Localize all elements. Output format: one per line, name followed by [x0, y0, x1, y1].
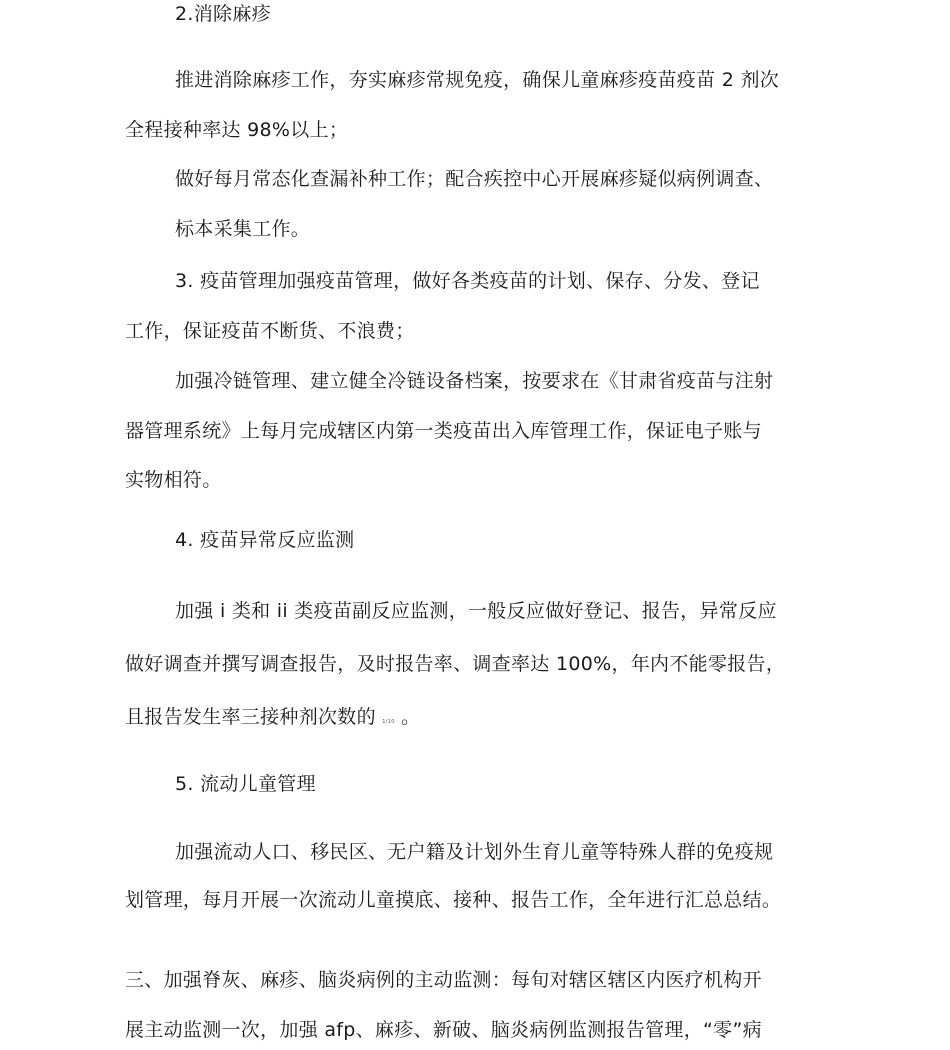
paragraph-line: 3. 疫苗管理加强疫苗管理，做好各类疫苗的计划、保存、分发、登记: [175, 270, 760, 292]
paragraph-line: 推进消除麻疹工作，夯实麻疹常规免疫，确保儿童麻疹疫苗疫苗 2 剂次: [175, 69, 780, 91]
section-heading-4: 4. 疫苗异常反应监测: [175, 529, 355, 551]
paragraph-line: 标本采集工作。: [175, 218, 311, 240]
paragraph-line: 做好调查并撰写调查报告，及时报告率、调查率达 100%，年内不能零报告，: [125, 653, 786, 675]
paragraph-line: 工作，保证疫苗不断货、不浪费；: [125, 320, 415, 342]
paragraph-text: 。: [401, 706, 421, 728]
paragraph-line: 加强 i 类和 ii 类疫苗副反应监测，一般反应做好登记、报告，异常反应: [175, 600, 777, 622]
paragraph-line: [125, 704, 420, 735]
paragraph-line: 器管理系统》上每月完成辖区内第一类疫苗出入库管理工作，保证电子账与: [125, 420, 762, 442]
section-heading-2: 2.消除麻疹: [175, 3, 271, 25]
tiny-fraction: 1/10: [382, 719, 395, 725]
paragraph-line: 三、加强脊灰、麻疹、脑炎病例的主动监测：每旬对辖区辖区内医疗机构开: [125, 969, 762, 991]
paragraph-line: 划管理，每月开展一次流动儿童摸底、接种、报告工作，全年进行汇总总结。: [125, 889, 782, 911]
paragraph-line: 加强冷链管理、建立健全冷链设备档案，按要求在《甘肃省疫苗与注射: [175, 370, 774, 392]
paragraph-line: 实物相符。: [125, 469, 222, 491]
paragraph-line: 做好每月常态化查漏补种工作；配合疾控中心开展麻疹疑似病例调查、: [175, 168, 774, 190]
paragraph-line: 加强流动人口、移民区、无户籍及计划外生育儿童等特殊人群的免疫规: [175, 841, 774, 863]
paragraph-line: 全程接种率达 98%以上；: [125, 119, 349, 141]
paragraph-text: 且报告发生率三接种剂次数的: [125, 706, 376, 728]
paragraph-line: 展主动监测一次，加强 afp、麻疹、新破、脑炎病例监测报告管理，“零”病: [125, 1019, 762, 1041]
section-heading-5: 5. 流动儿童管理: [175, 773, 316, 795]
